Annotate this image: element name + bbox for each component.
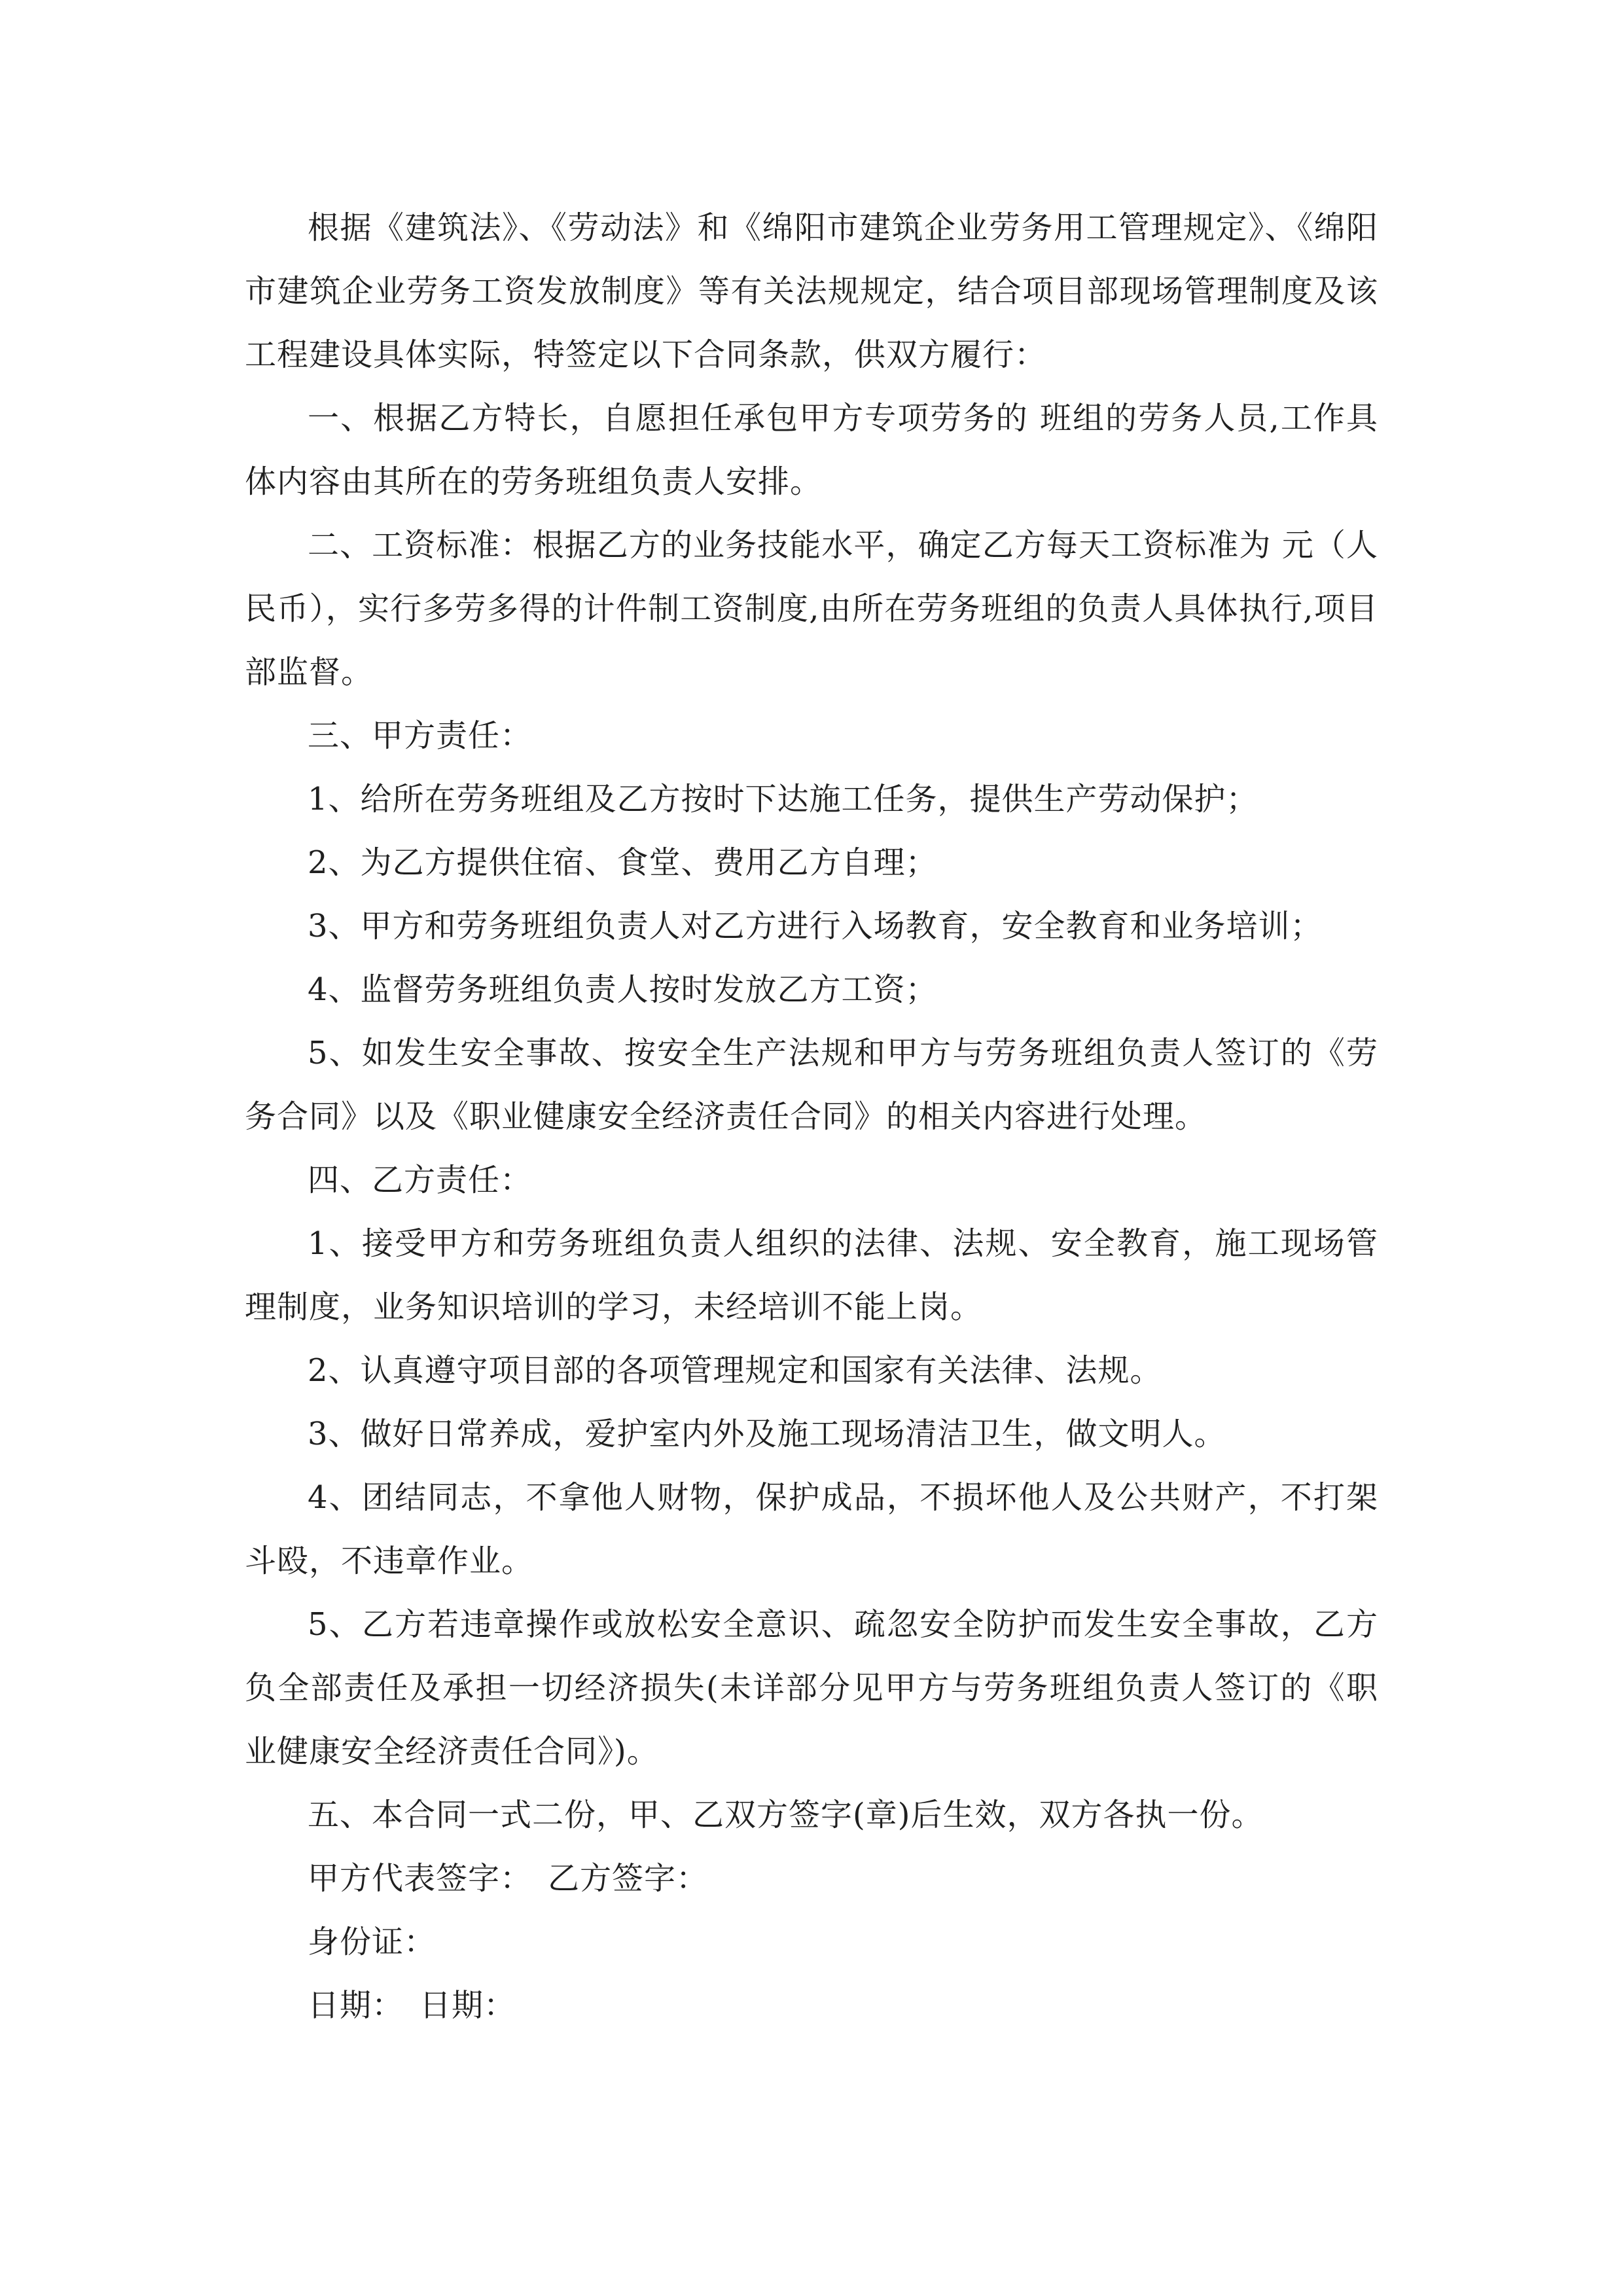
section-4-item-4: 4、团结同志，不拿他人财物，保护成品，不损坏他人及公共财产，不打架斗殴，不违章作业。: [245, 1479, 1378, 1579]
section-4-item-2: 2、认真遵守项目部的各项管理规定和国家有关法律、法规。: [308, 1352, 1162, 1389]
date-a-label: 日期：: [308, 1987, 404, 2024]
section-4-item-1: 1、接受甲方和劳务班组负责人组织的法律、法规、安全教育，施工现场管理制度，业务知识培训的学习，未经培训不能上岗。: [245, 1225, 1378, 1325]
section-1-paragraph: 一、根据乙方特长，自愿担任承包甲方专项劳务的 班组的劳务人员,工作具体内容由其所在的劳务班组负责人安排。: [245, 400, 1378, 500]
section-5-paragraph: 五、本合同一式二份，甲、乙双方签字(章)后生效，双方各执一份。: [308, 1797, 1264, 1833]
date-line: [245, 1974, 1378, 2037]
party-a-rep-signature-label: 甲方代表签字：: [308, 1860, 533, 1897]
section-3-item-5: 5、如发生安全事故、按安全生产法规和甲方与劳务班组负责人签订的《劳务合同》以及《职业健康安全经济责任合同》的相关内容进行处理。: [245, 1035, 1378, 1135]
signature-line: [245, 1847, 1378, 1910]
section-3-item-3: 3、甲方和劳务班组负责人对乙方进行入场教育，安全教育和业务培训；: [308, 908, 1323, 944]
section-3-item-1: 1、给所在劳务班组及乙方按时下达施工任务，提供生产劳动保护；: [308, 781, 1258, 817]
section-4-heading: 四、乙方责任：: [308, 1162, 533, 1198]
party-b-signature-label: 乙方签字：: [548, 1860, 709, 1897]
date-b-label: 日期：: [419, 1987, 516, 2024]
id-card-line: [245, 1910, 1378, 1974]
contract-body: [245, 196, 1378, 2037]
id-card-label: 身份证：: [308, 1924, 437, 1960]
intro-paragraph: 根据《建筑法》、《劳动法》和《绵阳市建筑企业劳务用工管理规定》、《绵阳市建筑企业劳务工资发放制度》等有关法规规定，结合项目部现场管理制度及该工程建设具体实际，特签定以下合同条款，供双方履行：: [245, 209, 1378, 373]
section-2-paragraph: 二、工资标准：根据乙方的业务技能水平，确定乙方每天工资标准为 元（人民币），实行多劳多得的计件制工资制度,由所在劳务班组的负责人具体执行,项目部监督。: [245, 527, 1378, 691]
section-3-item-2: 2、为乙方提供住宿、食堂、费用乙方自理；: [308, 844, 938, 881]
section-4-item-5: 5、乙方若违章操作或放松安全意识、疏忽安全防护而发生安全事故，乙方负全部责任及承担一切经济损失(未详部分见甲方与劳务班组负责人签订的《职业健康安全经济责任合同》)。: [245, 1606, 1378, 1770]
section-3-heading: 三、甲方责任：: [308, 717, 533, 754]
section-3-item-4: 4、监督劳务班组负责人按时发放乙方工资；: [308, 971, 938, 1008]
section-4-item-3: 3、做好日常养成，爱护室内外及施工现场清洁卫生，做文明人。: [308, 1416, 1226, 1452]
